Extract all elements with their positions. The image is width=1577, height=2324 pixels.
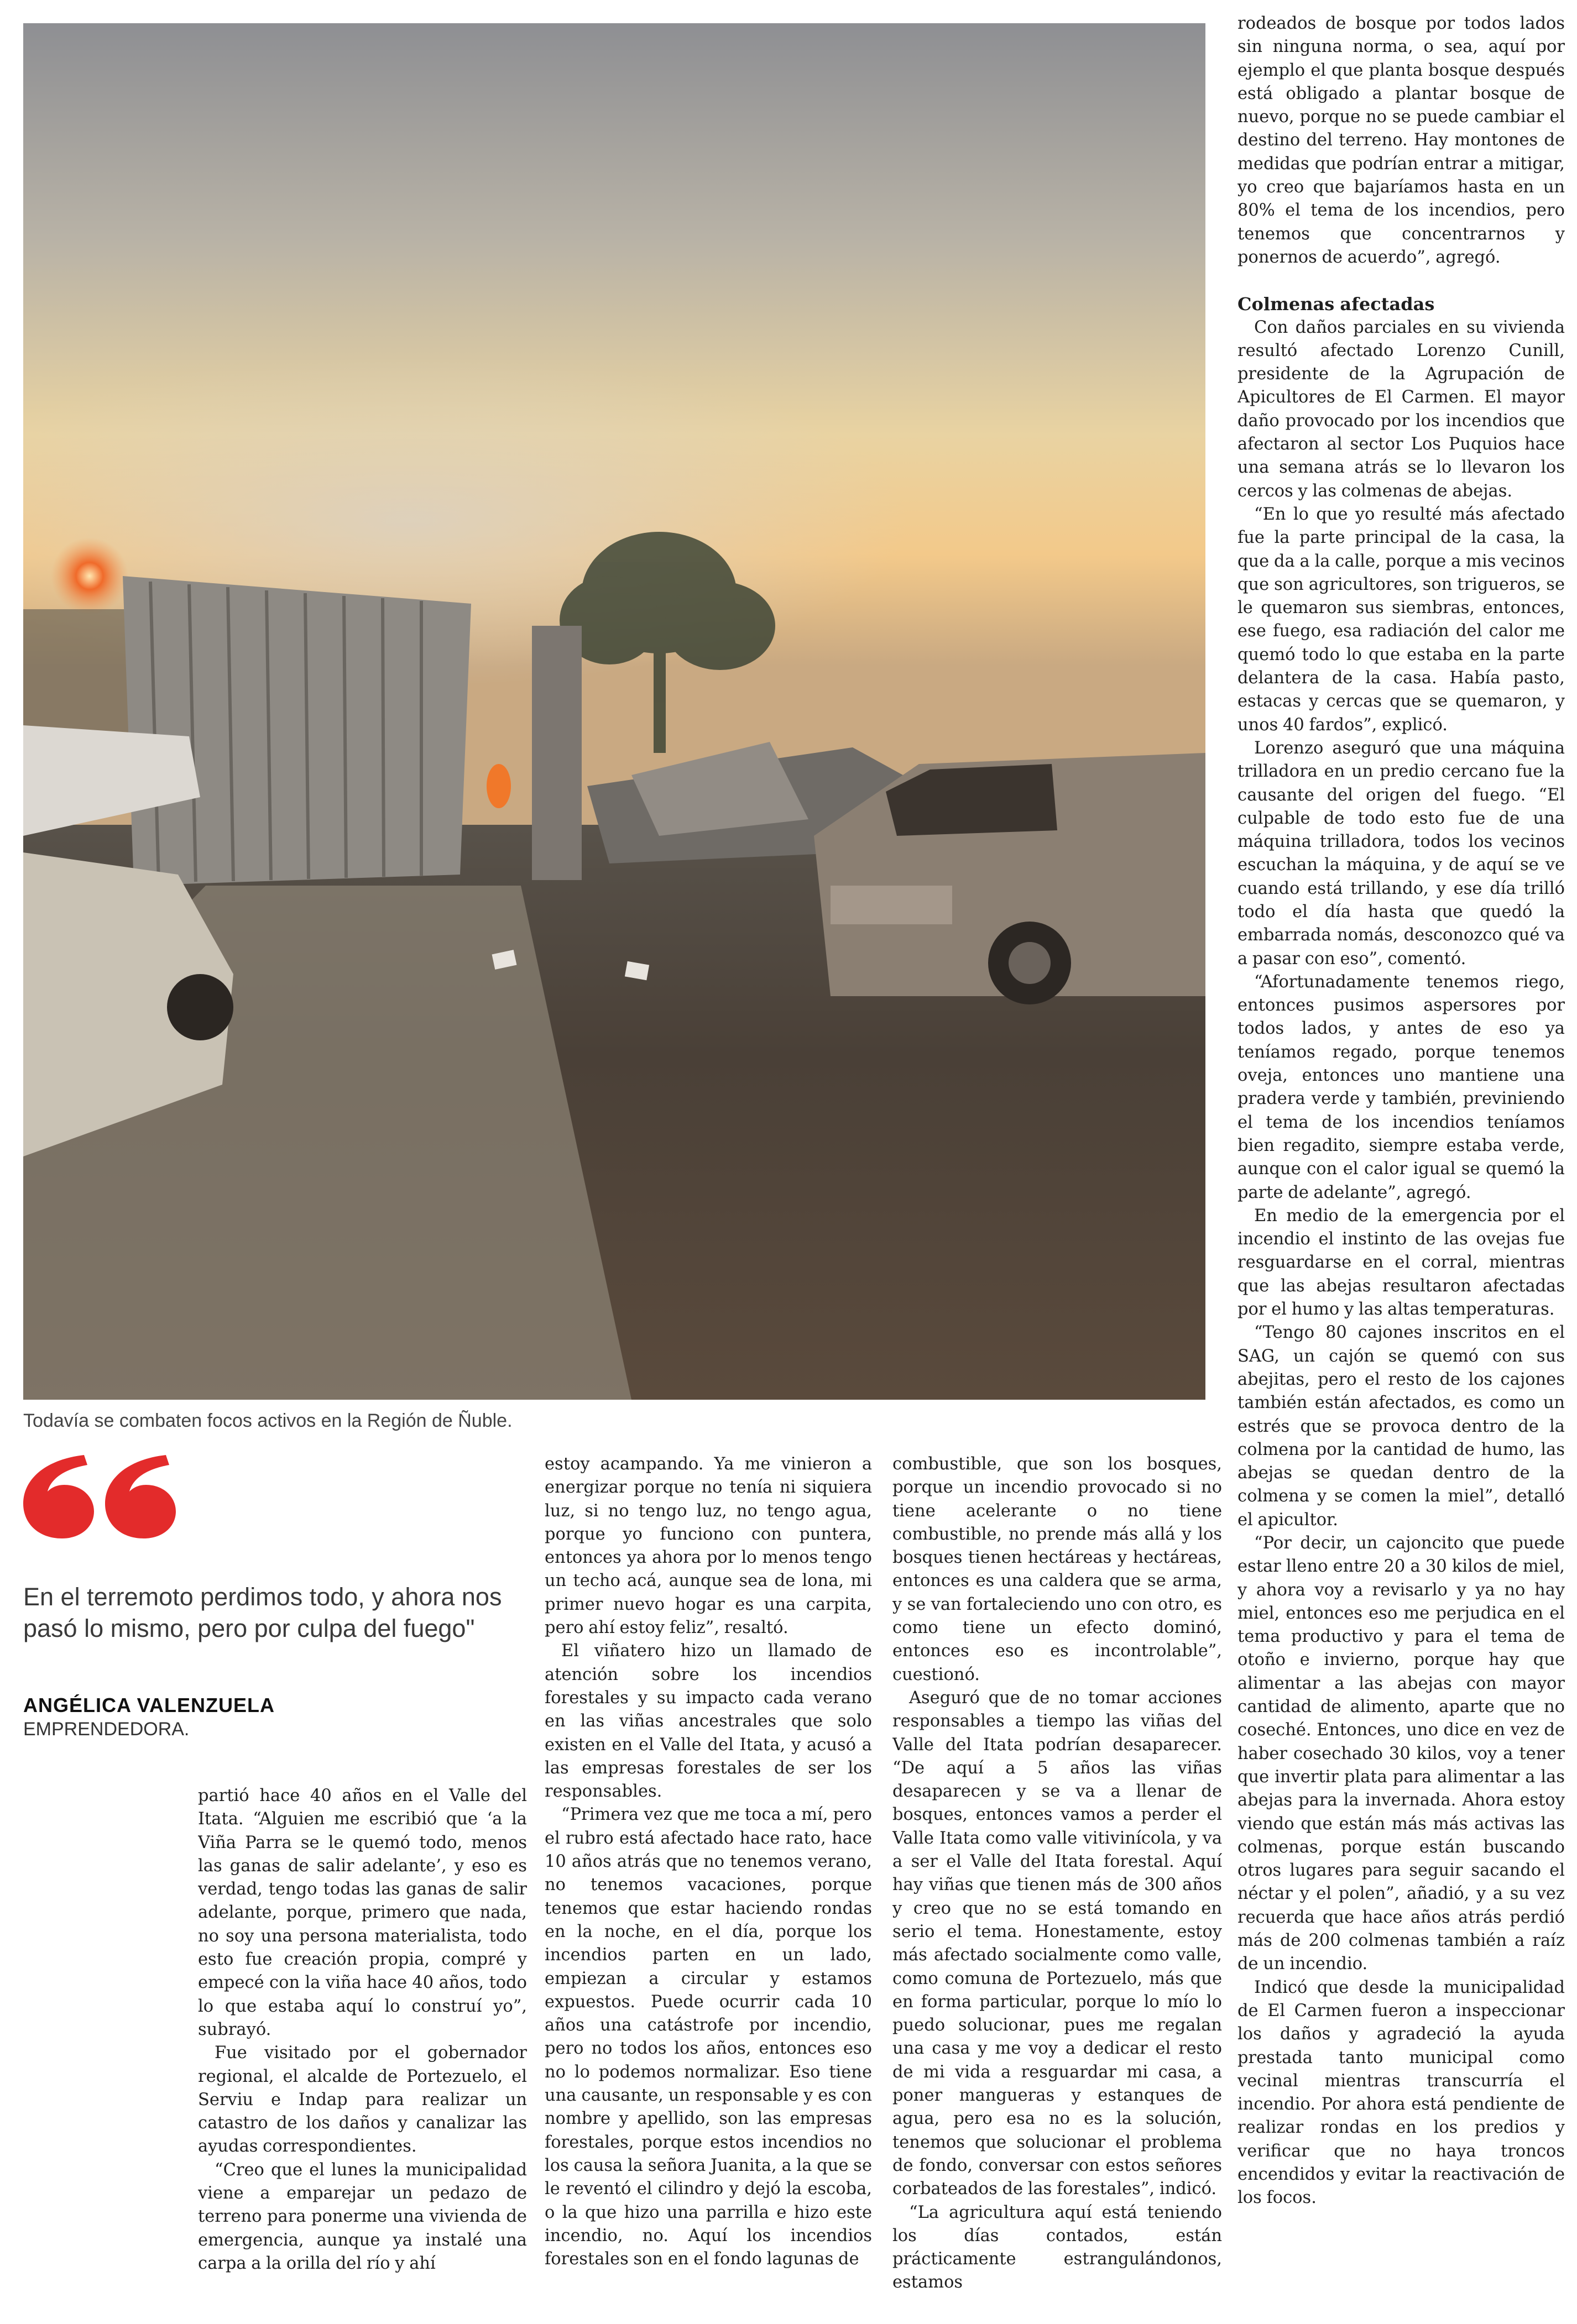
paragraph: Aseguró que de no tomar acciones responsables a tiempo las viñas del Valle del Itata podrían desaparecer. “De aquí a 5 años las viñas desaparecen y se va a llenar de bosques, entonces vamos a perder el Valle Itata como valle vitivinícola, y va a ser el Valle del Itata forestal. Aquí hay viñas que tienen más de 300 años y creo que no se está tomando en serio el tema. Honestamente, estoy más afectado socialmente como valle, como comuna de Portezuelo, más que en forma particular, porque lo mío lo puedo solucionar, pues me regalan una casa y me voy a dedicar el resto de mi vida a resguardar mi casa, a poner mangueras y estanques de agua, pero esa no es la solución, tenemos que solucionar el problema de fondo, conversar con estos señores corbateados de las forestales”, indicó. (892, 1688, 1222, 2199)
paragraph: “Tengo 80 cajones inscritos en el SAG, un cajón se quemó con sus abejitas, pero el resto de los cajones también están afectados, es como un estrés que se provoca dentro de la colmena por la cantidad de humo, las abejas se quedan dentro de la colmena y se comen la miel”, detalló el apicultor. (1237, 1323, 1565, 1530)
quote-author: ANGÉLICA VALENZUELA (23, 1694, 275, 1716)
paragraph: “La agricultura aquí está teniendo los días contados, están prácticamente estrangulándonos, estamos (892, 2202, 1222, 2292)
paragraph: “En lo que yo resulté más afectado fue la parte principal de la casa, la que da a la calle, porque a mis vecinos que son agricultores, son trigueros, se le quemaron sus siembras, entonces, ese fuego, esa radiación del calor me quemó todo lo que estaba en la parte delantera de la casa. Había pasto, estacas y cercas que se quemaron, y unos 40 fardos”, explicó. (1237, 504, 1565, 735)
paragraph: El viñatero hizo un llamado de atención sobre los incendios forestales y su impacto cada verano en las viñas ancestrales que solo existen en el Valle del Itata, y acusó a las empresas forestales de ser los responsables. (545, 1641, 872, 1802)
paragraph: partió hace 40 años en el Valle del Itata. “Alguien me escribió que ‘a la Viña Parra se le quemó todo, menos las ganas de salir adelante’, y eso es verdad, tengo todas las ganas de salir adelante, porque, primero que nada, no soy una persona materialista, todo esto fue creación propia, compré y empecé con la viña hace 40 años, todo lo que estaba aquí lo construí yo”, subrayó. (198, 1786, 527, 2039)
article-column-4 (1237, 12, 1565, 2306)
pull-quote-text: En el terremoto perdimos todo, y ahora nos pasó lo mismo, pero por culpa del fuego" (23, 1583, 502, 1642)
paragraph: Indicó que desde la municipalidad de El Carmen fueron a inspeccionar los daños y agradeció la ayuda prestada tanto municipal como vecinal mientras transcurría el incendio. Por ahora está pendiente de realizar rondas en los predios y verificar que no haya troncos encendidos y evitar la reactivación de los focos. (1237, 1977, 1565, 2208)
paragraph: “Creo que el lunes la municipalidad viene a emparejar un pedazo de terreno para ponerme una vivienda de emergencia, aunque ya instalé una carpa a la orilla del río y ahí (198, 2160, 527, 2273)
paragraph: “Por decir, un cajoncito que puede estar lleno entre 20 a 30 kilos de miel, y ahora voy a revisarlo y ya no hay miel, entonces eso me perjudica en el tema productivo y para el tema de otoño e invierno, porque hay que alimentar a las abejas con mayor cantidad de alimento, aparte que no coseché. Entonces, uno dice en vez de haber cosechado 30 kilos, voy a tener que invertir plata para alimentar a las abejas para la invernada. Ahora estoy viendo que están más más activas las colmenas, porque están buscando otros lugares para seguir sacando el néctar y el polen”, añadió, y a su vez recuerda que hace años atrás perdió más de 200 colmenas también a raíz de un incendio. (1237, 1533, 1565, 1974)
article-column-3 (892, 1453, 1222, 2304)
paragraph: “Primera vez que me toca a mí, pero el rubro está afectado hace rato, hace 10 años atrás que no tenemos verano, no tenemos vacaciones, porque tenemos que estar haciendo rondas en la noche, en el día, porque los incendios parten en un lado, empiezan a circular y estamos expuestos. Puede ocurrir cada 10 años una catástrofe por incendio, pero no todos los años, entonces eso no lo podemos normalizar. Eso tiene una causante, un responsable y es con nombre y apellido, son las empresas forestales, porque estos incendios no los causa la señora Juanita, a la que se le reventó el cilindro y dejó la escoba, o la que hizo una parrilla e hizo este incendio, no. Aquí los incendios forestales son en el fondo lagunas de (545, 1805, 872, 2269)
paragraph: combustible, que son los bosques, porque un incendio provocado si no tiene acelerante o no tiene combustible, no prende más allá y los bosques tienen hectáreas y hectáreas, entonces es una caldera que se arma, y se van fortaleciendo uno con otro, es como tiene un efecto dominó, entonces eso es incontrolable”, cuestionó. (892, 1454, 1222, 1684)
paragraph: Con daños parciales en su vivienda resultó afectado Lorenzo Cunill, presidente de la Agrupación de Apicultores de El Carmen. El mayor daño provocado por los incendios que afectaron al sector Los Puquios hace una semana atrás se lo llevaron los cercos y las colmenas de abejas. (1237, 317, 1565, 501)
paragraph: Fue visitado por el gobernador regional, el alcalde de Portezuelo, el Serviu e Indap para realizar un catastro de los daños y canalizar las ayudas correspondientes. (198, 2043, 527, 2156)
paragraph: Lorenzo aseguró que una máquina trilladora en un predio cercano fue la causante del origen del fuego. “El culpable de todo esto fue de una máquina trilladora, todos los vecinos escuchan la máquina, y de aquí se ve cuando está trillando, y ese día trilló todo el día hasta que quedó la embarrada nomás, desconozco qué va a pasar con eso”, comentó. (1237, 738, 1565, 969)
section-subheading: Colmenas afectadas (1237, 294, 1435, 315)
quote-author-role: EMPRENDEDORA. (23, 1719, 190, 1740)
paragraph: “Afortunadamente tenemos riego, entonces pusimos aspersores por todos lados, y antes de eso ya teníamos regado, porque tenemos oveja, entonces uno mantiene una pradera verde y también, previniendo el tema de los incendios teníamos bien regadito, siempre estaba verde, aunque con el calor igual se quemó la parte de adelante”, agregó. (1237, 972, 1565, 1202)
article-photo (23, 23, 1205, 1400)
paragraph: estoy acampando. Ya me vinieron a energizar porque no tenía ni siquiera luz, si no tengo luz, no tengo agua, porque yo funciono con puntera, entonces ya ahora por lo menos tengo un techo acá, aunque sea de lona, mi primer nuevo hogar es una carpita, pero ahí estoy feliz”, resaltó. (545, 1454, 872, 1638)
article-column-2 (545, 1453, 872, 2304)
article-column-1 (198, 1784, 527, 2304)
quotation-mark-icon (23, 1453, 178, 1541)
fire-scene-illustration (23, 23, 1205, 1400)
paragraph: En medio de la emergencia por el incendio el instinto de las ovejas fue resguardarse en el corral, mientras que las abejas resultaron afectadas por el humo y las altas temperaturas. (1237, 1206, 1565, 1320)
paragraph: rodeados de bosque por todos lados sin ninguna norma, o sea, aquí por ejemplo el que planta bosque después está obligado a plantar bosque de nuevo, porque no se puede cambiar el destino del terreno. Hay montones de medidas que podrían entrar a mitigar, yo creo que bajaríamos hasta en un 80% el tema de los incendios, pero tenemos que concentrarnos y ponernos de acuerdo”, agregó. (1237, 14, 1565, 267)
photo-caption: Todavía se combaten focos activos en la Región de Ñuble. (23, 1410, 513, 1431)
